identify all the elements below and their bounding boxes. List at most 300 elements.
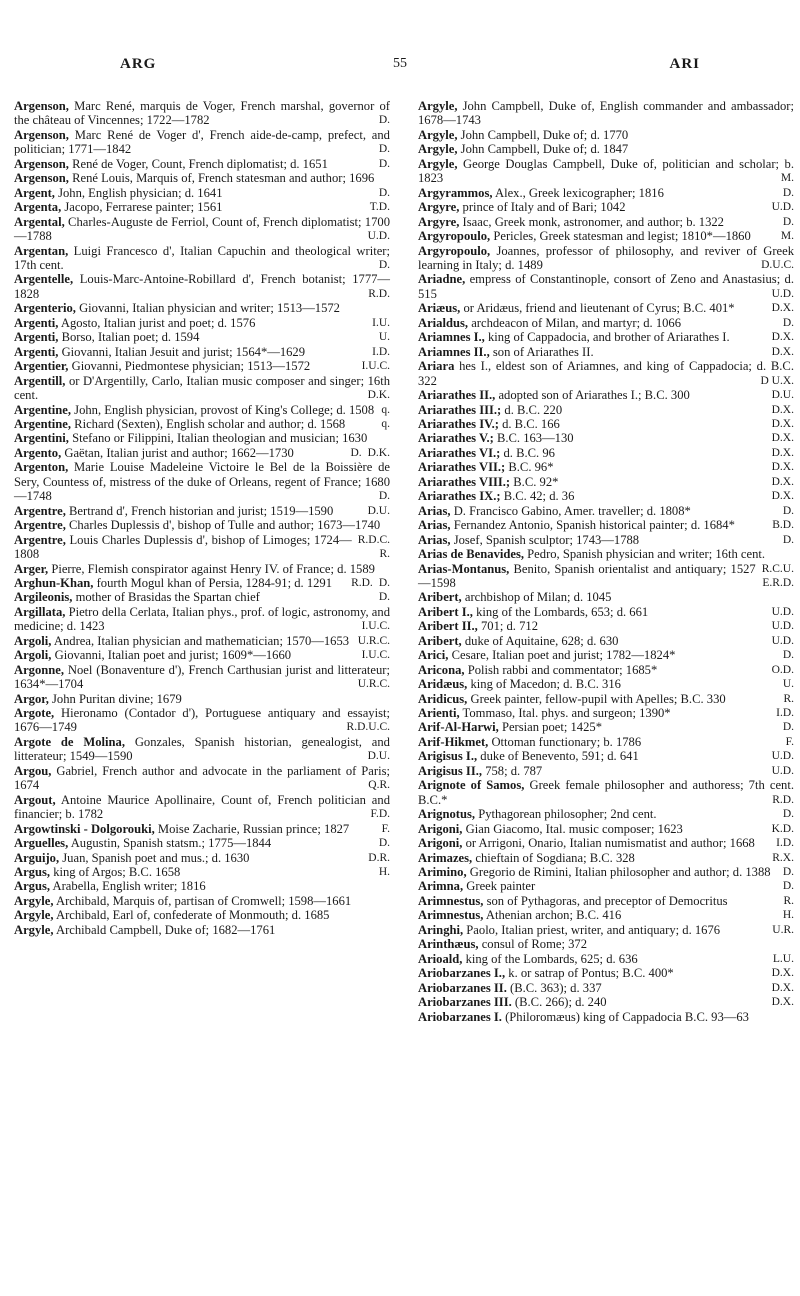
entry-text: John Campbell, Duke of; d. 1770: [460, 127, 629, 142]
headword: Arimnestus,: [418, 908, 484, 923]
entry-text: or Aridæus, friend and lieutenant of Cyrus; B.C. 401*: [463, 301, 735, 316]
dictionary-entry: [418, 749, 794, 763]
headword: Argenti,: [14, 330, 59, 345]
entry-text: Gaëtan, Italian jurist and author; 1662—1730: [64, 445, 294, 460]
entry-text: Archibald, Earl of, confederate of Monmouth; d. 1685: [55, 908, 330, 923]
headword: Arias-Montanus,: [418, 561, 510, 576]
headword: Argentier,: [14, 359, 69, 374]
dictionary-entry: [14, 301, 390, 315]
source-tag: O.D.: [771, 663, 794, 676]
dictionary-entry: [14, 403, 390, 417]
headword: Argyle,: [418, 156, 458, 171]
entry-text: prince of Italy and of Bari; 1042: [462, 200, 626, 215]
headword: Arias,: [418, 532, 451, 547]
dictionary-entry: [14, 836, 390, 850]
entry-text: Gabriel, French author and advocate in the parliament of Paris; 1674: [14, 763, 390, 793]
source-tag: D.K.: [367, 389, 390, 402]
source-tag: U.D.: [771, 634, 794, 647]
headword: Argyrammos,: [418, 185, 493, 200]
running-head-right: ARI: [669, 56, 700, 72]
headword: Argental,: [14, 214, 65, 229]
headword: Arignotus,: [418, 807, 476, 822]
dictionary-entry: [14, 590, 390, 604]
source-tag: I.U.C.: [361, 620, 390, 633]
dictionary-entry: [418, 836, 794, 850]
headword: Ariobarzanes I.: [418, 1009, 502, 1024]
dictionary-entry: [418, 244, 794, 273]
dictionary-entry: [418, 590, 794, 604]
entry-text: hes I., eldest son of Ariamnes, and king of Cappadocia; d. B.C. 322: [418, 359, 794, 388]
dictionary-entry: [14, 879, 390, 893]
entry-text: B.C. 92*: [513, 474, 559, 489]
entry-text: Hieronamo (Contador d'), Portuguese antiquary and essayist; 1676—1749: [14, 706, 390, 735]
source-tag: R.D.: [351, 576, 373, 589]
headword: Arinthæus,: [418, 937, 479, 952]
dictionary-entry: [418, 634, 794, 648]
headword: Ariarathes II.,: [418, 388, 496, 403]
headword: Argoli,: [14, 633, 52, 648]
dictionary-entry: [418, 388, 794, 402]
dictionary-entry: [14, 128, 390, 157]
source-tag: U.: [782, 678, 794, 691]
dictionary-entry: [14, 533, 390, 562]
source-tag: D.: [378, 143, 390, 156]
entry-text: Louis-Marc-Antoine-Robillard d', French botanist; 1777—1828: [14, 272, 391, 301]
source-tag: D.: [378, 258, 390, 271]
dictionary-entry: [418, 908, 794, 922]
source-tag: D.X.: [771, 967, 794, 980]
entry-text: Charles-Auguste de Ferriol, Count of, French diplomatist; 1700—1788: [14, 214, 390, 244]
headword: Arias,: [418, 518, 451, 533]
entry-text: B.C. 96*: [508, 460, 554, 475]
headword: Arimnestus,: [418, 893, 484, 908]
dictionary-entry: [14, 706, 390, 735]
dictionary-entry: [14, 200, 390, 214]
dictionary-entry: [418, 157, 794, 186]
source-tag: U.R.C.: [357, 678, 390, 691]
dictionary-entry: [418, 778, 794, 807]
dictionary-entry: [418, 200, 794, 214]
entry-text: consul of Rome; 372: [481, 937, 587, 952]
source-tag: D.X.: [771, 996, 794, 1009]
page-number: 55: [393, 56, 407, 71]
headword: Argyle,: [418, 142, 458, 157]
source-tag: H.: [782, 909, 794, 922]
page-header: [0, 56, 800, 80]
dictionary-entry: [14, 851, 390, 865]
dictionary-entry: [14, 215, 390, 244]
entry-text: Fernandez Antonio, Spanish historical painter; d. 1684*: [453, 518, 735, 533]
entry-text: Giovanni, Italian physician and writer; 1513—1572: [79, 301, 340, 316]
source-tag: H.: [378, 866, 390, 879]
headword: Argor,: [14, 691, 49, 706]
headword: Argenson,: [14, 127, 69, 142]
source-tag: D.K.: [367, 446, 390, 459]
source-tag: R.D.: [772, 793, 794, 806]
dictionary-entry: [14, 793, 390, 822]
dictionary-entry: [418, 851, 794, 865]
headword: Argyre,: [418, 200, 460, 215]
headword: Aricona,: [418, 662, 465, 677]
source-tag: D.R.: [368, 851, 390, 864]
headword: Argent,: [14, 185, 55, 200]
entry-text: B.C. 163—130: [496, 431, 574, 446]
source-tag: R.D.U.C.: [346, 721, 390, 734]
dictionary-entry: [418, 807, 794, 821]
source-tag: D.X.: [771, 331, 794, 344]
dictionary-entry: [14, 764, 390, 793]
dictionary-entry: [14, 330, 390, 344]
dictionary-entry: [14, 865, 390, 879]
dictionary-entry: [418, 142, 794, 156]
entry-text: D. Francisco Gabino, Amer. traveller; d. 1808*: [453, 503, 691, 518]
headword: Arigisus II.,: [418, 763, 483, 778]
source-tag: R.D.C.: [357, 533, 390, 546]
entry-text: Isaac, Greek monk, astronomer, and author; b. 1322: [462, 214, 724, 229]
source-tag: D.U.: [367, 750, 390, 763]
entry-text: Polish rabbi and commentator; 1685*: [467, 662, 658, 677]
dictionary-entry: [418, 359, 794, 388]
headword: Ariadne,: [418, 272, 466, 287]
entry-text: son of Pythagoras, and preceptor of Democritus: [486, 893, 728, 908]
dictionary-entry: [14, 374, 390, 403]
headword: Argentelle,: [14, 272, 74, 287]
headword: Arienti,: [418, 706, 460, 721]
headword: Aribert,: [418, 590, 462, 605]
headword: Argentine,: [14, 402, 72, 417]
source-tag: U.D.: [771, 201, 794, 214]
source-tag: I.D.: [776, 837, 794, 850]
entry-text: B.C. 42; d. 36: [503, 489, 575, 504]
dictionary-entry: [14, 822, 390, 836]
entry-text: Giovanni, Italian poet and jurist; 1609*—1660: [54, 648, 292, 663]
source-tag: D.X.: [771, 417, 794, 430]
headword: Argentre,: [14, 518, 66, 533]
dictionary-entry: [418, 446, 794, 460]
headword: Argileonis,: [14, 590, 73, 605]
dictionary-entry: [14, 345, 390, 359]
headword: Ariarathes IV.;: [418, 416, 499, 431]
dictionary-entry: [418, 952, 794, 966]
entry-text: king of the Lombards, 625; d. 636: [465, 951, 638, 966]
source-tag: K.D.: [771, 822, 794, 835]
entry-text: empress of Constantinople, consort of Zeno and Anastasius; d. 515: [418, 272, 794, 301]
entry-text: Moise Zacharie, Russian prince; 1827: [157, 821, 350, 836]
dictionary-entry: [14, 894, 390, 908]
source-tag: I.U.C.: [361, 360, 390, 373]
source-tag: F.: [381, 822, 390, 835]
entry-text: René de Voger, Count, French diplomatist; d. 1651: [72, 156, 328, 171]
source-tag: U.D.: [771, 287, 794, 300]
source-tag: D.: [782, 533, 794, 546]
headword: Argus,: [14, 865, 51, 880]
headword: Argote,: [14, 706, 55, 721]
source-tag: F.D.: [370, 808, 390, 821]
source-tag: D.U.: [367, 504, 390, 517]
source-tag: R.C.U.: [761, 562, 794, 575]
dictionary-entry: [14, 417, 390, 431]
dictionary-entry: [418, 605, 794, 619]
source-tag: M.: [780, 230, 794, 243]
headword: Argenton,: [14, 460, 69, 475]
source-tag: D.: [378, 591, 390, 604]
entry-text: Louis Charles Duplessis d', bishop of Limoges; 1724—1808: [14, 532, 352, 562]
source-tag: D.: [782, 215, 794, 228]
entry-text: king of the Lombards, 653; d. 661: [476, 604, 649, 619]
source-tag: I.D.: [372, 345, 390, 358]
dictionary-entry: [14, 316, 390, 330]
entry-text: Josef, Spanish sculptor; 1743—1788: [453, 532, 640, 547]
entry-text: or D'Argentilly, Carlo, Italian music composer and singer; 16th cent.: [14, 373, 390, 403]
dictionary-entry: [418, 981, 794, 995]
dictionary-entry: [418, 879, 794, 893]
source-tag: D.: [782, 649, 794, 662]
source-tag: D.: [782, 808, 794, 821]
dictionary-entry: [418, 475, 794, 489]
source-tag: U.D.: [771, 605, 794, 618]
headword: Argout,: [14, 792, 56, 807]
dictionary-entry: [418, 865, 794, 879]
source-tag: R.: [379, 548, 390, 561]
dictionary-entry: [418, 215, 794, 229]
source-tag: D.: [782, 866, 794, 879]
source-tag: D.: [782, 721, 794, 734]
headword: Arigisus I.,: [418, 749, 478, 764]
source-tag: D.X.: [771, 981, 794, 994]
source-tag: U.R.C.: [357, 634, 390, 647]
entry-text: Augustin, Spanish statsm.; 1775—1844: [70, 836, 272, 851]
entry-text: Charles Duplessis d', bishop of Tulle and author; 1673—1740: [69, 518, 381, 533]
headword: Argonne,: [14, 662, 65, 677]
dictionary-entry: [418, 995, 794, 1009]
dictionary-entry: [418, 822, 794, 836]
source-tag: D.: [378, 576, 390, 589]
headword: Argyle,: [418, 127, 458, 142]
entry-text: archbishop of Milan; d. 1045: [464, 590, 612, 605]
headword: Argoli,: [14, 648, 52, 663]
source-tag: I.D.: [776, 707, 794, 720]
entry-text: Gonzales, Spanish historian, genealogist, and litterateur; 1549—1590: [14, 734, 390, 764]
entry-text: king of Argos; B.C. 1658: [53, 865, 181, 880]
dictionary-entry: [418, 706, 794, 720]
entry-text: Noel (Bonaventure d'), French Carthusian jurist and litterateur; 1634*—1704: [14, 662, 390, 692]
entry-text: Greek painter, fellow-pupil with Apelles; B.C. 330: [470, 691, 726, 706]
source-tag: q.: [381, 403, 390, 416]
headword: Argenterio,: [14, 301, 76, 316]
source-tag: D.: [378, 157, 390, 170]
dictionary-entry: [418, 186, 794, 200]
dictionary-entry: [418, 619, 794, 633]
headword: Argenson,: [14, 156, 69, 171]
dictionary-entry: [418, 937, 794, 951]
headword: Argentine,: [14, 416, 72, 431]
headword: Argentan,: [14, 243, 69, 258]
entry-text: Paolo, Italian priest, writer, and antiquary; d. 1676: [466, 922, 721, 937]
dictionary-entry: [14, 518, 390, 546]
headword: Argenson,: [14, 171, 69, 186]
source-tag: D.X.: [771, 446, 794, 459]
entry-text: k. or satrap of Pontus; B.C. 400*: [508, 966, 674, 981]
headword: Ariarathes IX.;: [418, 489, 501, 504]
headword: Arialdus,: [418, 315, 469, 330]
headword: Argenti,: [14, 344, 59, 359]
dictionary-entry: [14, 186, 390, 200]
source-tag: D.: [782, 316, 794, 329]
entry-text: Pericles, Greek statesman and legist; 1810*—1860: [493, 229, 751, 244]
headword: Ariæus,: [418, 301, 461, 316]
entry-text: d. B.C. 96: [503, 445, 555, 460]
headword: Ariarathes V.;: [418, 431, 494, 446]
headword: Aribert II.,: [418, 619, 478, 634]
dictionary-entry: [14, 157, 390, 171]
entry-text: (Philoromæus) king of Cappadocia B.C. 93—63: [505, 1009, 749, 1024]
entry-text: Tommaso, Ital. phys. and surgeon; 1390*: [462, 706, 671, 721]
headword: Ariarathes VII.;: [418, 460, 506, 475]
source-tag: D.U.C.: [761, 258, 794, 271]
headword: Argentre,: [14, 503, 66, 518]
source-tag: D.X.: [771, 432, 794, 445]
entry-text: chieftain of Sogdiana; B.C. 328: [475, 850, 635, 865]
headword: Argenta,: [14, 200, 62, 215]
entry-text: John Campbell, Duke of; d. 1847: [460, 142, 629, 157]
source-tag: D.: [378, 490, 390, 503]
headword: Arif-Al-Harwi,: [418, 720, 499, 735]
entry-text: adopted son of Ariarathes I.; B.C. 300: [498, 388, 690, 403]
dictionary-entry: [418, 99, 794, 128]
dictionary-entry: [418, 764, 794, 778]
headword: Argyle,: [14, 893, 54, 908]
entry-text: Pedro, Spanish physician and writer; 16th cent.: [527, 547, 766, 562]
entry-text: Arabella, English writer; 1816: [52, 879, 206, 894]
source-tag: I.U.: [372, 316, 390, 329]
headword: Argento,: [14, 445, 62, 460]
dictionary-entry: [418, 518, 794, 532]
dictionary-entry: [418, 316, 794, 330]
entry-text: Gian Giacomo, Ital. music composer; 1623: [465, 821, 683, 836]
headword: Argenson,: [14, 99, 69, 113]
entry-text: John Puritan divine; 1679: [52, 691, 182, 706]
dictionary-entry: [418, 301, 794, 315]
dictionary-entry: [14, 99, 390, 128]
headword: Argentini,: [14, 431, 69, 446]
entry-text: duke of Aquitaine, 628; d. 630: [464, 633, 619, 648]
dictionary-entry: [418, 431, 794, 445]
running-head-left: ARG: [120, 56, 157, 72]
headword: Arif-Hikmet,: [418, 734, 489, 749]
entry-text: Greek female philosopher and authoress; 7th cent. B.C.*: [418, 778, 794, 807]
headword: Arioald,: [418, 951, 463, 966]
source-tag: D.X.: [771, 490, 794, 503]
entry-text: Archibald, Marquis of, partisan of Cromwell; 1598—1661: [55, 893, 352, 908]
source-tag: D.X.: [771, 403, 794, 416]
source-tag: D.X.: [771, 302, 794, 315]
entry-text: Andrea, Italian physician and mathematician; 1570—1653: [53, 633, 350, 648]
headword: Argyropoulo,: [418, 229, 491, 244]
dictionary-entry: [418, 533, 794, 547]
headword: Aridicus,: [418, 691, 468, 706]
entry-text: Borso, Italian poet; d. 1594: [61, 330, 200, 345]
headword: Argowtinski - Dolgorouki,: [14, 821, 155, 836]
dictionary-entry: [418, 735, 794, 749]
source-tag: R.X.: [772, 851, 794, 864]
headword: Arimazes,: [418, 850, 473, 865]
entry-text: Greek painter: [466, 879, 536, 894]
headword: Ariobarzanes I.,: [418, 966, 506, 981]
headword: Argou,: [14, 763, 52, 778]
entry-text: John, English physician; d. 1641: [58, 185, 223, 200]
headword: Argyre,: [418, 214, 460, 229]
entry-text: king of Cappadocia, and brother of Ariarathes I.: [487, 330, 730, 345]
source-tag: R.D.: [368, 287, 390, 300]
headword: Ariarathes VIII.;: [418, 474, 511, 489]
entry-text: son of Ariarathes II.: [492, 344, 594, 359]
entry-text: Persian poet; 1425*: [501, 720, 602, 735]
dictionary-entry: [14, 576, 390, 590]
headword: Argentre,: [14, 532, 66, 547]
entry-text: Cesare, Italian poet and jurist; 1782—1824*: [451, 648, 676, 663]
dictionary-entry: [418, 720, 794, 734]
dictionary-entry: [14, 692, 390, 706]
entry-text: d. B.C. 166: [502, 416, 560, 431]
dictionary-entry: [14, 605, 390, 634]
source-tag: D.: [782, 880, 794, 893]
entry-text: Pietro della Cerlata, Italian phys., prof. of logic, astronomy, and medicine; d. 1423: [14, 604, 390, 634]
headword: Argentill,: [14, 373, 66, 388]
entry-text: Gregorio de Rimini, Italian philosopher and author; d. 1388: [469, 865, 771, 880]
source-tag: D.U.: [771, 389, 794, 402]
headword: Arigoni,: [418, 836, 463, 851]
source-tag: U.: [378, 331, 390, 344]
dictionary-entry: [418, 894, 794, 908]
headword: Arguelles,: [14, 836, 69, 851]
source-tag: D U.X.: [760, 374, 794, 387]
dictionary-entry: [418, 128, 794, 142]
entry-text: Marc René de Voger d', French aide-de-camp, prefect, and politician; 1771—1842: [14, 127, 390, 157]
source-tag: D.X.: [771, 461, 794, 474]
headword: Argote de Molina,: [14, 734, 125, 749]
entry-text: 758; d. 787: [485, 763, 543, 778]
entry-text: Archibald Campbell, Duke of; 1682—1761: [55, 922, 276, 937]
source-tag: F.: [785, 735, 794, 748]
source-tag: D.: [378, 837, 390, 850]
dictionary-entry: [14, 648, 390, 662]
entry-text: Athenian archon; B.C. 416: [485, 908, 622, 923]
entry-text: (B.C. 363); d. 337: [510, 980, 602, 995]
source-tag: U.D.: [367, 230, 390, 243]
entry-text: John, English physician, provost of King's College; d. 1508: [74, 402, 375, 417]
entry-text: Ottoman functionary; b. 1786: [491, 734, 642, 749]
dictionary-entry: [418, 489, 794, 503]
entry-text: John Campbell, Duke of, English commander and ambassador; 1678—1743: [418, 99, 794, 128]
entry-text: Joannes, professor of philosophy, and reviver of Greek learning in Italy; d. 1489: [418, 243, 794, 272]
entry-text: d. B.C. 220: [504, 402, 563, 417]
source-tag: U.D.: [771, 620, 794, 633]
entry-text: Richard (Sexten), English scholar and author; d. 1568: [74, 416, 346, 431]
headword: Arger,: [14, 561, 49, 576]
headword: Ariobarzanes III.: [418, 995, 512, 1010]
headword: Arghun-Khan,: [14, 575, 94, 590]
source-tag: D.: [782, 186, 794, 199]
dictionary-entry: [418, 663, 794, 677]
headword: Arias,: [418, 503, 451, 518]
headword: Arguijo,: [14, 850, 60, 865]
headword: Argyle,: [14, 922, 54, 937]
dictionary-entry: [418, 677, 794, 691]
entry-text: (B.C. 266); d. 240: [514, 995, 607, 1010]
entry-text: archdeacon of Milan, and martyr; d. 1066: [471, 315, 682, 330]
entry-text: Juan, Spanish poet and mus.; d. 1630: [62, 850, 250, 865]
headword: Argenti,: [14, 315, 59, 330]
